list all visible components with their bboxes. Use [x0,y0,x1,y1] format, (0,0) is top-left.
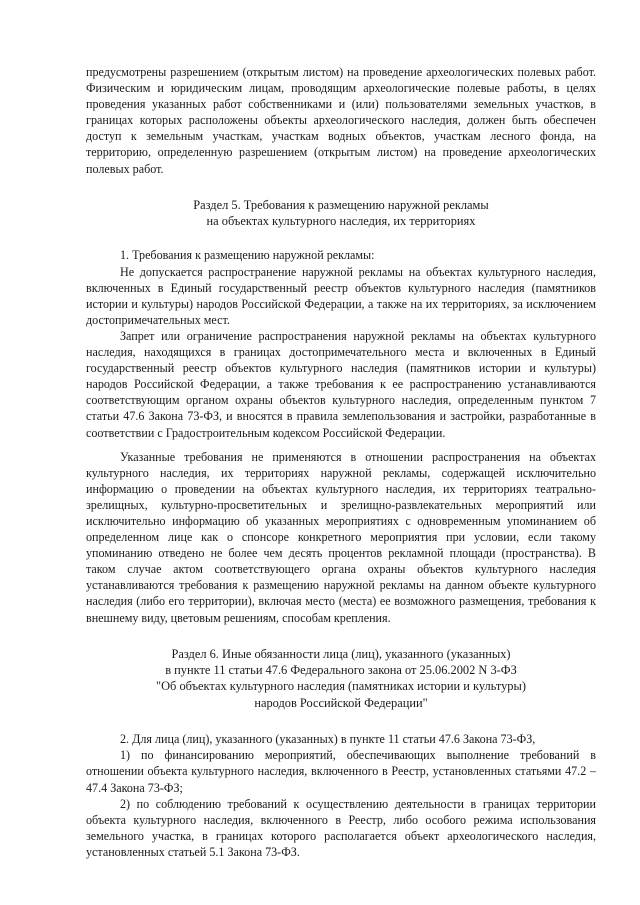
spacer [86,711,596,731]
section-6-heading [86,646,596,712]
section-6-item-2: 2. Для лица (лиц), указанного (указанных) в пункте 11 статьи 47.6 Закона 73-ФЗ, [120,732,536,747]
section-6-subitem-1: 1) по финансированию мероприятий, обеспечивающих выполнение требований в отношении объекта культурного наследия, включенного в Реестр, установленных статьями 47.2 – 47.4 Закона 73-ФЗ; [86,748,596,795]
section-5-paragraph-1: Не допускается распространение наружной рекламы на объектах культурного наследия, включенных в Единый государственный реестр объектов культурного наследия (памятников истории и культуры) народов Российской Федерации, а также на их территориях, за исключением достопримечательных мест. [86,264,596,327]
section-6-title-line-2: в пункте 11 статьи 47.6 Федерального закона от 25.06.2002 N 3-ФЗ [165,663,517,678]
section-6-title-line-3: "Об объектах культурного наследия (памятниках истории и культуры) [156,679,526,694]
section-5-paragraph-3: Указанные требования не применяются в отношении распространения на объектах культурного наследия, их территориях наружной рекламы, содержащей исключительно информацию о проведении на объектах культурного наследия, их территориях театрально-зрелищных, культурно-просветительных и зрелищно-развлекательных мероприятий или исключительно информацию об указанных мероприятиях с одновременным упоминанием об определенном лице как о спонсоре конкретного мероприятия при условии, если такому упоминанию отведено не более чем десять процентов рекламной площади (пространства). В таком случае актом соответствующего органа охраны объектов культурного наследия устанавливаются требования к размещению наружной рекламы на данном объекте культурного наследия (либо его территории), включая место (места) ее возможного размещения, требования к внешнему виду, цветовым решениям, способам крепления. [86,449,596,625]
section-5-title-line-2: на объектах культурного наследия, их территориях [206,214,476,229]
section-6-title-line-4: народов Российской Федерации" [254,695,428,710]
section-5-heading [86,197,596,230]
spacer [86,441,596,449]
section-5-item-1-label: 1. Требования к размещению наружной рекламы: [120,248,375,263]
spacer [86,177,596,197]
section-5-title-line-1: Раздел 5. Требования к размещению наружной рекламы [193,197,489,212]
section-6-subitem-2: 2) по соблюдению требований к осуществлению деятельности в границах территории объекта культурного наследия, включенного в Реестр, либо особого режима использования земельного участка, в границах которого располагается объект археологического наследия, установленных статьей 5.1 Закона 73-ФЗ. [86,796,596,859]
spacer [86,626,596,646]
section-6-title-line-1: Раздел 6. Иные обязанности лица (лиц), указанного (указанных) [171,646,511,661]
section-5-paragraph-2: Запрет или ограничение распространения наружной рекламы на объектах культурного наследия, находящихся в границах достопримечательного места и включенных в Единый государственный реестр объектов культурного наследия (памятников истории и культуры) народов Российской Федерации, а также требования к ее распространению устанавливаются соответствующим органом охраны объектов культурного наследия, определенным пунктом 7 статьи 47.6 Закона 73-ФЗ, и вносятся в правила землепользования и застройки, разработанные в соответствии с Градостроительным кодексом Российской Федерации. [86,328,596,440]
paragraph-intro: предусмотрены разрешением (открытым листом) на проведение археологических полевых работ. Физическим и юридическим лицам, проводящим археологические полевые работы, в целях проведения указанных работ собственниками и (или) пользователями земельных участков, в границах которых расположены объекты археологического наследия, должен быть обеспечен доступ к земельным участкам, участкам водных объектов, участкам лесного фонда, на территорию, определенную разрешением (открытым листом) на проведение археологических полевых работ. [86,65,596,176]
spacer [86,229,596,247]
